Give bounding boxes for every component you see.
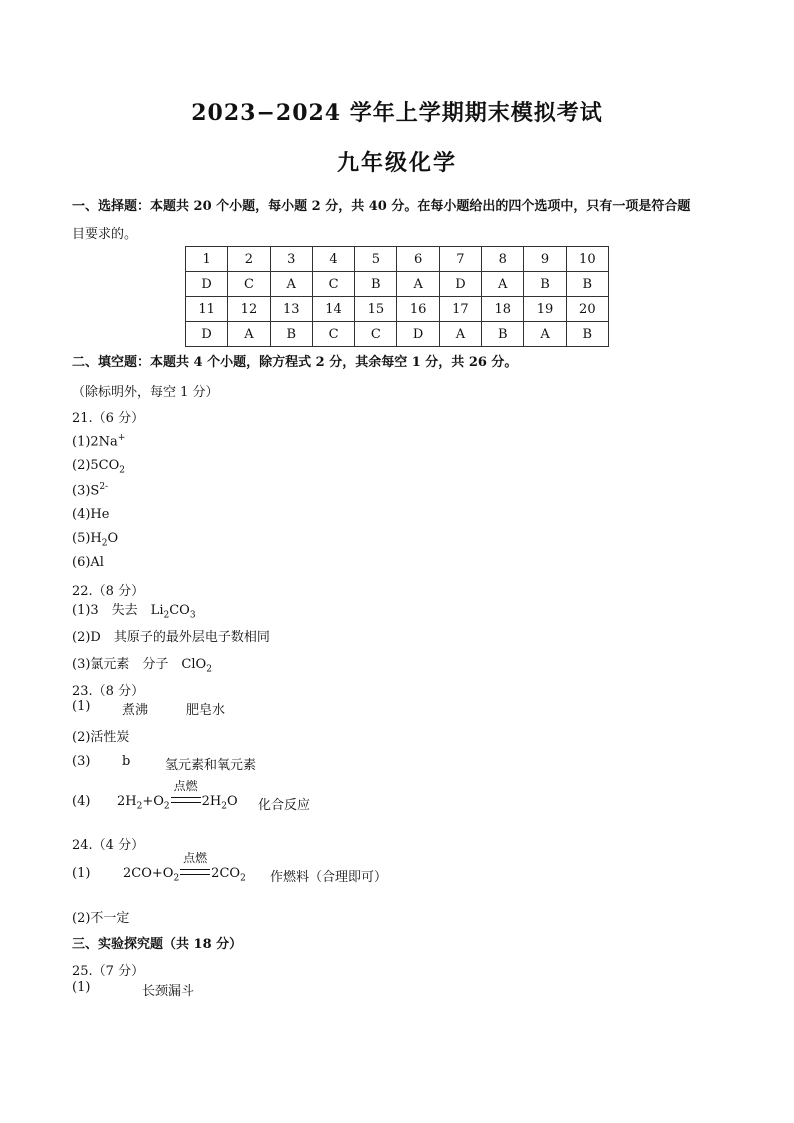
answer-table — [185, 246, 609, 347]
answer-table-cell: A — [439, 322, 481, 347]
q24-label: 24.（4 分） — [72, 838, 145, 853]
q24-equation: $2CO+O_2$ 点燃 $2CO_2$ — [123, 851, 246, 884]
q23-equation: $2H_2+O_2$ 点燃 $2H_2O$ — [117, 779, 238, 812]
answer-table-cell: A — [524, 322, 566, 347]
q24-answer-2: (2)不一定 — [72, 911, 130, 926]
q25-answer-1-num: (1) — [72, 980, 91, 995]
q23-answer-4-blank2: 化合反应 — [258, 798, 311, 813]
q24-answer-1-blank2: 作燃料（合理即可） — [270, 870, 388, 885]
section2-note: （除标明外，每空 1 分） — [72, 385, 219, 400]
answer-table-cell: 17 — [439, 297, 481, 322]
q21-answer-6: (6)Al — [72, 555, 104, 570]
answer-table-cell: 14 — [312, 297, 354, 322]
equals-sign — [180, 869, 210, 875]
q22-answer-3: (3)氯元素 分子 ClO$_2$ — [72, 657, 212, 675]
answer-table-cell: C — [355, 322, 397, 347]
q23-label: 23.（8 分） — [72, 684, 145, 699]
answer-table-cell: 16 — [397, 297, 439, 322]
q23-answer-1-blank1: 煮沸 — [122, 703, 149, 718]
section1-heading-line2: 目要求的。 — [72, 227, 138, 242]
q23-answer-3-num: (3) — [72, 754, 91, 769]
answer-table-cell: 20 — [566, 297, 608, 322]
answer-table-cell: B — [524, 272, 566, 297]
q21-answer-2: $(2)5CO_2$ — [72, 458, 126, 476]
answer-table-cell: D — [439, 272, 481, 297]
answer-table-row — [186, 272, 609, 297]
answer-table-cell: 1 — [186, 247, 228, 272]
answer-table-row — [186, 297, 609, 322]
page-title: 2023−2024 学年上学期期末模拟考试 — [191, 100, 603, 126]
q25-answer-1-blank1: 长颈漏斗 — [142, 984, 195, 999]
section2-heading: 二、填空题：本题共 4 个小题，除方程式 2 分，其余每空 1 分，共 26 分。 — [72, 355, 518, 370]
answer-table-cell: 8 — [482, 247, 524, 272]
answer-table-cell: D — [186, 322, 228, 347]
q23-reaction-condition: 点燃 — [173, 779, 198, 793]
answer-table-cell: 3 — [270, 247, 312, 272]
answer-table-cell: 9 — [524, 247, 566, 272]
q23-answer-1-blank2: 肥皂水 — [186, 703, 226, 718]
answer-table-cell: C — [312, 272, 354, 297]
answer-table-cell: A — [397, 272, 439, 297]
answer-table-row — [186, 322, 609, 347]
answer-table-cell: 15 — [355, 297, 397, 322]
section3-heading: 三、实验探究题（共 18 分） — [72, 937, 243, 952]
equals-sign — [171, 797, 201, 803]
answer-table-cell: D — [186, 272, 228, 297]
answer-table-cell: 13 — [270, 297, 312, 322]
q24-answer-1-num: (1) — [72, 866, 91, 881]
answer-table-cell: C — [312, 322, 354, 347]
answer-table-cell: A — [228, 322, 270, 347]
answer-table-cell: C — [228, 272, 270, 297]
answer-table-cell: 19 — [524, 297, 566, 322]
q21-answer-5: $(5)H_2O$ — [72, 531, 119, 549]
q24-reaction-condition: 点燃 — [183, 851, 208, 865]
q22-answer-2: (2)D 其原子的最外层电子数相同 — [72, 630, 270, 645]
q23-answer-4-num: (4) — [72, 794, 91, 809]
answer-table-cell: B — [566, 322, 608, 347]
answer-table-cell: 10 — [566, 247, 608, 272]
q21-label: 21.（6 分） — [72, 411, 145, 426]
answer-table-row — [186, 247, 609, 272]
q23-answer-3-blank1: b — [122, 754, 131, 769]
answer-table-cell: A — [270, 272, 312, 297]
answer-table-cell: 6 — [397, 247, 439, 272]
answer-table-cell: 12 — [228, 297, 270, 322]
answer-table-cell: 11 — [186, 297, 228, 322]
answer-table-cell: 5 — [355, 247, 397, 272]
q22-label: 22.（8 分） — [72, 584, 145, 599]
answer-table-cell: B — [270, 322, 312, 347]
q25-label: 25.（7 分） — [72, 964, 145, 979]
answer-table-cell: B — [482, 322, 524, 347]
answer-table-cell: 18 — [482, 297, 524, 322]
answer-table-cell: 2 — [228, 247, 270, 272]
answer-table-cell: 4 — [312, 247, 354, 272]
answer-table-cell: A — [482, 272, 524, 297]
answer-table-cell: 7 — [439, 247, 481, 272]
q21-answer-1: (1)2Na+ — [72, 433, 126, 450]
q23-answer-2: (2)活性炭 — [72, 730, 130, 745]
section1-heading-line1: 一、选择题：本题共 20 个小题，每小题 2 分，共 40 分。在每小题给出的四个选项中，只有一项是符合题 — [72, 199, 691, 214]
answer-table-cell: B — [566, 272, 608, 297]
q21-answer-4: (4)He — [72, 507, 110, 522]
answer-table-cell: D — [397, 322, 439, 347]
q23-answer-1-num: (1) — [72, 699, 91, 714]
answer-table-cell: B — [355, 272, 397, 297]
q22-answer-1: (1)3 失去 $Li_2CO_3$ — [72, 603, 196, 621]
q23-answer-3-blank2: 氢元素和氧元素 — [165, 758, 257, 773]
q21-answer-3: $(3)S^{2-}$ — [72, 482, 109, 499]
page-subtitle: 九年级化学 — [336, 150, 457, 176]
